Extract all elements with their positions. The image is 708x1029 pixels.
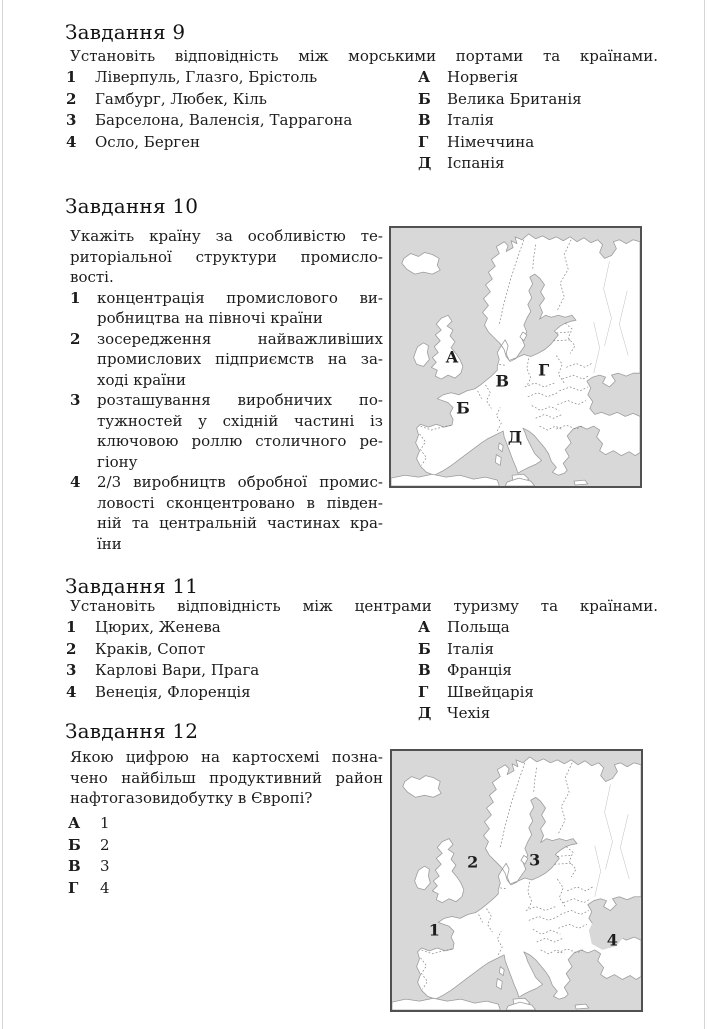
task10-item	[70, 330, 383, 392]
item-line: робництва на півночі країни	[97, 309, 323, 327]
question-line: Якою цифрою на картосхемі позна-	[70, 748, 383, 766]
map-label-region: 1	[428, 920, 440, 940]
item-line: їни	[97, 534, 122, 553]
item-number	[66, 154, 95, 176]
option-text: Велика Британія	[447, 89, 582, 108]
option-text: Швейцарія	[447, 682, 534, 701]
europe-map-image	[392, 751, 641, 1010]
task12-question	[70, 748, 383, 810]
task12-europe-map	[390, 749, 643, 1012]
map-label-country: Г	[538, 360, 550, 380]
option-value: 2	[100, 835, 110, 854]
option-text: Іспанія	[447, 154, 505, 172]
task11-matching-list	[66, 618, 534, 726]
page-edge-line	[704, 0, 705, 1029]
option-letter: Д	[418, 704, 432, 722]
task10-title: Завдання 10	[65, 194, 199, 218]
option-text: Італія	[447, 639, 494, 658]
task9-matching-list	[66, 68, 582, 176]
item-text: Венеція, Флоренція	[95, 682, 251, 701]
item-number: 1	[70, 288, 81, 307]
map-label-country: А	[445, 347, 459, 367]
item-line: ключовою роллю столичного ре-	[97, 432, 383, 450]
option-letter: А	[418, 618, 431, 636]
item-number: 4	[66, 132, 77, 151]
item-text: Гамбург, Любек, Кіль	[95, 89, 267, 108]
item-number: 1	[66, 618, 77, 636]
item-text	[95, 154, 418, 176]
item-number: 1	[66, 68, 77, 86]
item-line: ній та центральній частинах кра-	[97, 514, 383, 532]
item-line: ловості сконцентровано в півден-	[97, 493, 383, 512]
option-text: Італія	[447, 111, 494, 129]
task10-intro-line: риторіальної структури промисло-	[70, 247, 383, 266]
item-line: концентрація промислового ви-	[97, 288, 383, 307]
option-letter: Д	[418, 154, 432, 172]
map-label-country: В	[495, 371, 510, 391]
page-edge-line	[2, 0, 3, 1029]
option-value: 4	[100, 878, 110, 897]
item-number: 2	[66, 89, 77, 108]
option-letter: Г	[418, 132, 429, 151]
option-letter: Б	[68, 835, 81, 854]
item-line: промислових підприємств на за-	[97, 350, 383, 368]
item-number: 4	[70, 473, 81, 491]
item-text: Осло, Берген	[95, 132, 201, 151]
item-line: 2/3 виробництв обробної промис-	[97, 473, 383, 491]
item-number: 3	[70, 391, 81, 409]
option-value: 3	[100, 857, 110, 875]
item-line: зосередження найважливіших	[97, 329, 383, 348]
option-value: 1	[100, 814, 110, 832]
europe-map-image	[391, 228, 640, 486]
task11-title: Завдання 11	[65, 574, 199, 598]
item-text: Краків, Сопот	[95, 639, 206, 658]
item-text: Ліверпуль, Глазго, Брістоль	[95, 68, 318, 86]
task10-item	[70, 391, 383, 473]
option-text: Норвегія	[447, 68, 519, 86]
map-label-country: Б	[456, 398, 470, 418]
question-line: чено найбільш продуктивний район	[70, 768, 383, 787]
item-number: 4	[66, 682, 77, 701]
item-line: гіону	[97, 452, 138, 471]
item-text: Барселона, Валенсія, Таррагона	[95, 111, 353, 129]
item-number: 3	[66, 111, 77, 129]
option-letter: А	[68, 814, 81, 832]
item-line: ході країни	[97, 370, 187, 389]
task11-intro: Установіть відповідність між центрами туризму та країнами.	[70, 597, 658, 615]
item-line: тужностей у східній частині із	[97, 411, 383, 430]
task9-title: Завдання 9	[65, 20, 186, 44]
option-text: Франція	[447, 661, 512, 679]
item-number: 2	[66, 639, 77, 658]
question-line: нафтогазовидобутку в Європі?	[70, 789, 313, 807]
option-letter: В	[418, 111, 431, 129]
option-letter: Г	[68, 878, 79, 897]
option-letter: Б	[418, 639, 431, 658]
option-letter: Г	[418, 682, 429, 701]
item-line: розташування виробничих по-	[97, 391, 383, 409]
map-label-region: 3	[529, 851, 541, 871]
option-letter: Б	[418, 89, 431, 108]
map-label-region: 2	[467, 852, 479, 872]
task12-title: Завдання 12	[65, 719, 199, 743]
task9-intro: Установіть відповідність між морськими портами та країнами.	[70, 47, 658, 65]
option-text: Німеччина	[447, 132, 535, 151]
task10-europe-map	[389, 226, 642, 488]
item-text: Карлові Вари, Прага	[95, 661, 260, 679]
map-label-country: Д	[507, 427, 523, 447]
task10-intro-line: Укажіть країну за особливістю те-	[70, 227, 383, 245]
map-label-region: 4	[606, 930, 618, 950]
task10-item	[70, 473, 383, 555]
option-text: Чехія	[447, 704, 491, 722]
option-letter: А	[418, 68, 431, 86]
task12-options	[68, 814, 110, 900]
task10-intro-line: вості.	[70, 268, 114, 286]
option-letter: В	[68, 857, 81, 875]
task10-item	[70, 289, 383, 330]
item-text: Цюрих, Женева	[95, 618, 221, 636]
item-number: 2	[70, 329, 81, 348]
option-text: Польща	[447, 618, 510, 636]
task10-text	[70, 227, 383, 555]
option-letter: В	[418, 661, 431, 679]
item-number: 3	[66, 661, 77, 679]
